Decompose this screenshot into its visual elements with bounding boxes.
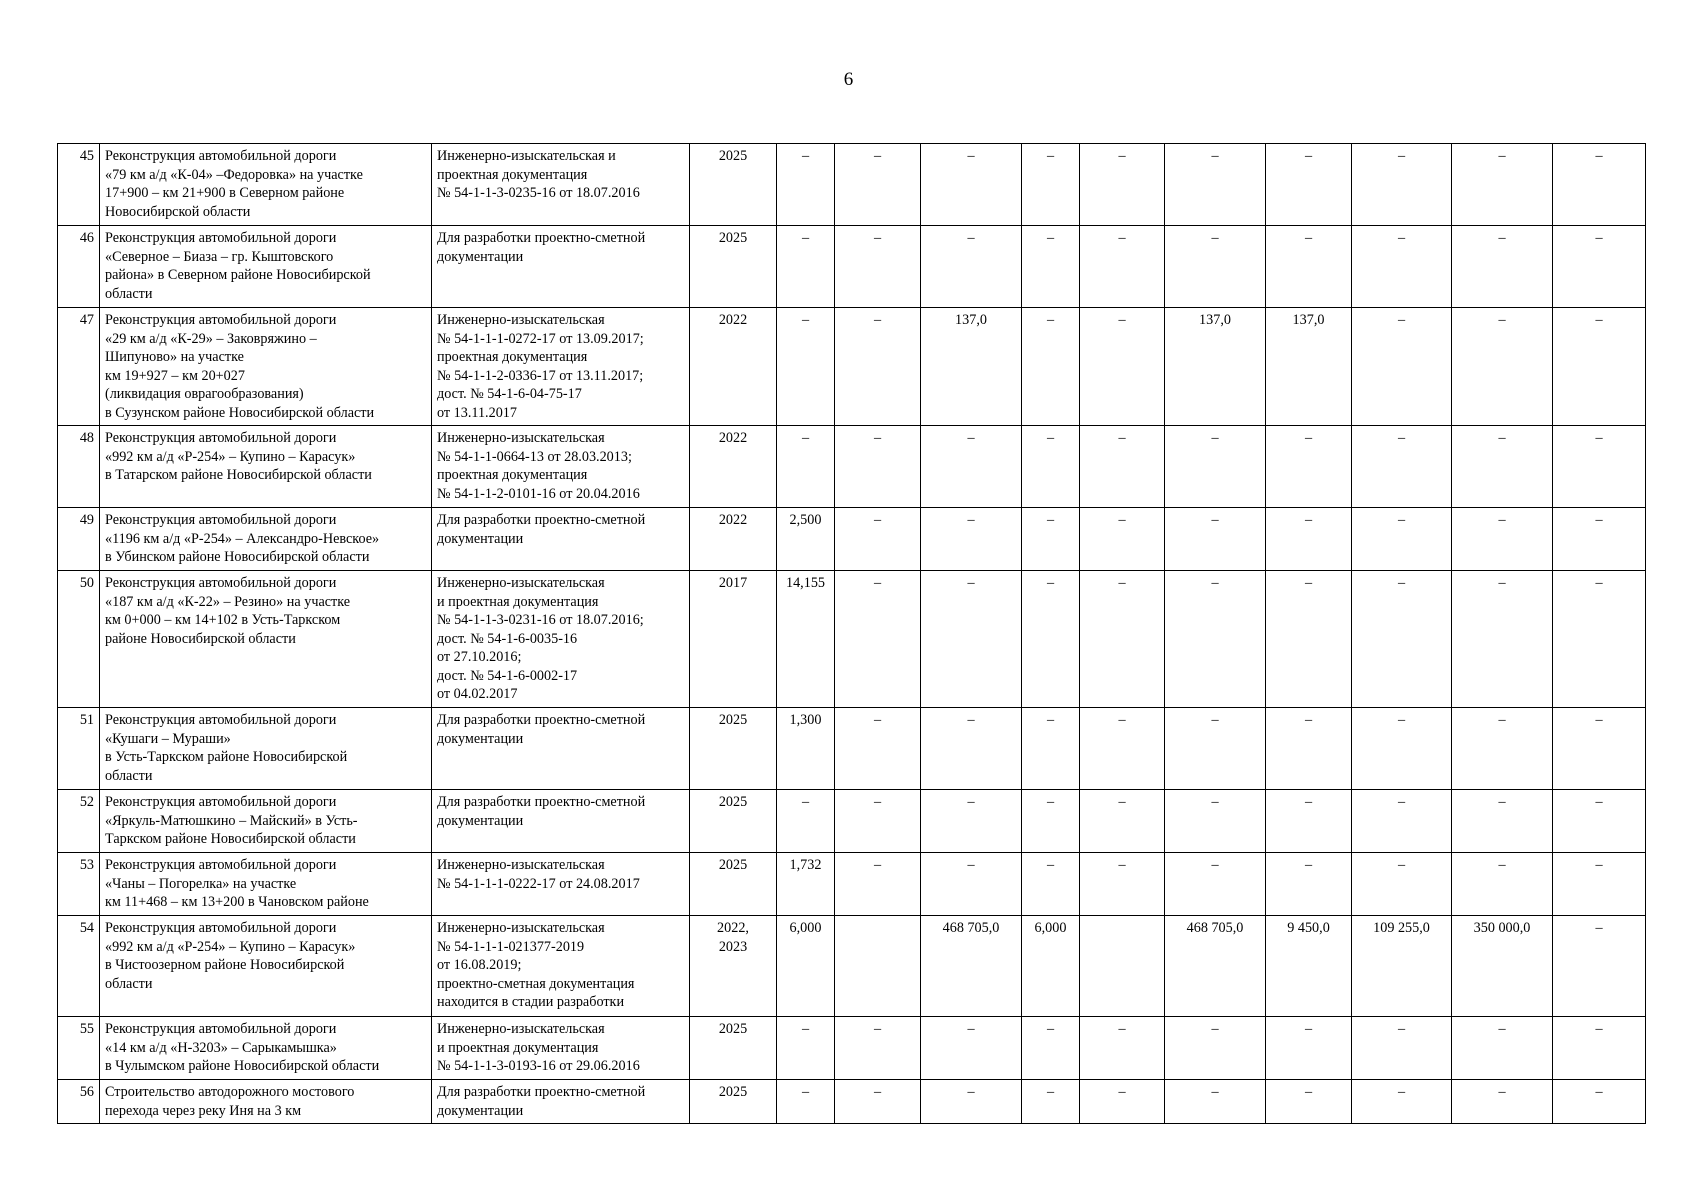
value-cell: – [921,708,1022,790]
value-cell: – [1165,508,1266,571]
value-cell: – [1266,571,1352,708]
value-cell: 2,500 [777,508,835,571]
documentation-cell: Инженерно-изыскательская № 54-1-1-0664-13 от 28.03.2013; проектная документация № 54-1-1-2-0101-16 от 20.04.2016 [432,426,690,508]
documentation-cell: Для разработки проектно-сметной документации [432,226,690,308]
year-cell: 2025 [690,1080,777,1124]
value-cell: 1,732 [777,853,835,916]
value-cell: – [835,144,921,226]
row-number-cell: 46 [58,226,100,308]
object-name-cell: Реконструкция автомобильной дороги «79 км а/д «К-04» –Федоровка» на участке 17+900 – км 21+900 в Северном районе Новосибирской области [100,144,432,226]
documentation-cell: Для разработки проектно-сметной документации [432,1080,690,1124]
value-cell: – [1022,1080,1080,1124]
documentation-cell: Для разработки проектно-сметной документации [432,790,690,853]
value-cell: – [1553,308,1646,426]
value-cell: 468 705,0 [1165,916,1266,1017]
value-cell: 350 000,0 [1452,916,1553,1017]
value-cell: – [1165,571,1266,708]
value-cell: – [1165,790,1266,853]
documentation-cell: Инженерно-изыскательская № 54-1-1-1-0272-17 от 13.09.2017; проектная документация № 54-1-1-2-0336-17 от 13.11.2017; дост. № 54-1-6-04-75-17 от 13.11.2017 [432,308,690,426]
objects-table [57,143,1646,1124]
value-cell: – [777,144,835,226]
value-cell: – [1266,790,1352,853]
value-cell: – [1266,508,1352,571]
value-cell [835,916,921,1017]
row-number-cell: 54 [58,916,100,1017]
value-cell: – [1266,144,1352,226]
object-name-cell: Строительство автодорожного мостового перехода через реку Иня на 3 км [100,1080,432,1124]
value-cell: – [921,790,1022,853]
value-cell: – [1452,1080,1553,1124]
value-cell: – [1452,226,1553,308]
value-cell: – [1352,144,1452,226]
value-cell: – [1080,226,1165,308]
value-cell: – [1352,1017,1452,1080]
value-cell: – [835,571,921,708]
value-cell: – [921,853,1022,916]
value-cell: – [1022,144,1080,226]
row-number-cell: 49 [58,508,100,571]
value-cell: 137,0 [921,308,1022,426]
value-cell: – [1452,1017,1553,1080]
value-cell: – [1165,853,1266,916]
value-cell: – [1452,144,1553,226]
value-cell: – [921,226,1022,308]
value-cell: – [1352,790,1452,853]
value-cell: – [1352,226,1452,308]
value-cell: – [1266,226,1352,308]
value-cell: – [1266,708,1352,790]
row-number-cell: 50 [58,571,100,708]
table-row [58,1080,1646,1124]
value-cell: – [777,1017,835,1080]
row-number-cell: 51 [58,708,100,790]
value-cell: – [1080,1080,1165,1124]
value-cell: – [1266,1080,1352,1124]
year-cell: 2022 [690,508,777,571]
table-row [58,226,1646,308]
table-row [58,426,1646,508]
documentation-cell: Для разработки проектно-сметной документации [432,508,690,571]
value-cell: – [777,1080,835,1124]
value-cell: – [835,226,921,308]
value-cell: – [1165,708,1266,790]
value-cell: – [1080,571,1165,708]
value-cell: – [1165,426,1266,508]
value-cell: – [1022,790,1080,853]
value-cell: – [1080,426,1165,508]
year-cell: 2025 [690,1017,777,1080]
value-cell: – [1022,226,1080,308]
value-cell: – [1080,508,1165,571]
page-number: 6 [843,69,854,90]
object-name-cell: Реконструкция автомобильной дороги «992 км а/д «Р-254» – Купино – Карасук» в Татарском районе Новосибирской области [100,426,432,508]
value-cell: – [777,308,835,426]
table-row [58,571,1646,708]
value-cell: – [1352,308,1452,426]
row-number-cell: 55 [58,1017,100,1080]
value-cell: – [1352,508,1452,571]
documentation-cell: Инженерно-изыскательская № 54-1-1-1-021377-2019 от 16.08.2019; проектно-сметная документация находится в стадии разработки [432,916,690,1017]
value-cell: – [1553,1080,1646,1124]
value-cell: – [1080,1017,1165,1080]
value-cell: – [1352,571,1452,708]
value-cell: 14,155 [777,571,835,708]
year-cell: 2022 [690,426,777,508]
value-cell: – [1022,426,1080,508]
value-cell: – [921,1017,1022,1080]
table-row [58,916,1646,1017]
value-cell: – [921,508,1022,571]
value-cell: – [1165,1080,1266,1124]
year-cell: 2017 [690,571,777,708]
value-cell [1080,916,1165,1017]
row-number-cell: 52 [58,790,100,853]
value-cell: – [1266,426,1352,508]
value-cell: – [1165,1017,1266,1080]
value-cell: – [1022,853,1080,916]
object-name-cell: Реконструкция автомобильной дороги «187 км а/д «К-22» – Резино» на участке км 0+000 – км 14+102 в Усть-Таркском районе Новосибирской области [100,571,432,708]
value-cell: – [1553,571,1646,708]
year-cell: 2025 [690,853,777,916]
value-cell: – [1080,308,1165,426]
year-cell: 2025 [690,790,777,853]
row-number-cell: 53 [58,853,100,916]
value-cell: – [1352,708,1452,790]
value-cell: – [1452,708,1553,790]
value-cell: – [835,708,921,790]
year-cell: 2025 [690,226,777,308]
value-cell: 9 450,0 [1266,916,1352,1017]
value-cell: – [1165,144,1266,226]
value-cell: – [835,853,921,916]
value-cell: – [1452,853,1553,916]
value-cell: – [1452,508,1553,571]
year-cell: 2025 [690,144,777,226]
value-cell: – [835,308,921,426]
value-cell: – [1165,226,1266,308]
value-cell: – [1080,790,1165,853]
object-name-cell: Реконструкция автомобильной дороги «Северное – Биаза – гр. Кыштовского района» в Северном районе Новосибирской области [100,226,432,308]
value-cell: – [777,790,835,853]
value-cell: – [921,144,1022,226]
value-cell: – [1452,308,1553,426]
object-name-cell: Реконструкция автомобильной дороги «992 км а/д «Р-254» – Купино – Карасук» в Чистоозерном районе Новосибирской области [100,916,432,1017]
value-cell: – [1080,853,1165,916]
value-cell: – [921,426,1022,508]
table-row [58,790,1646,853]
table-row [58,708,1646,790]
value-cell: – [1266,1017,1352,1080]
value-cell: – [1022,708,1080,790]
row-number-cell: 45 [58,144,100,226]
value-cell: – [1553,853,1646,916]
table-row [58,144,1646,226]
value-cell: – [1553,916,1646,1017]
value-cell: – [1022,308,1080,426]
value-cell: – [1553,708,1646,790]
value-cell: – [1266,853,1352,916]
value-cell: – [1022,571,1080,708]
value-cell: – [1452,571,1553,708]
value-cell: – [835,426,921,508]
table-row [58,508,1646,571]
value-cell: – [1553,790,1646,853]
value-cell: – [1022,508,1080,571]
value-cell: 109 255,0 [1352,916,1452,1017]
documentation-cell: Инженерно-изыскательская и проектная документация № 54-1-1-3-0235-16 от 18.07.2016 [432,144,690,226]
value-cell: – [1553,508,1646,571]
value-cell: – [1452,790,1553,853]
year-cell: 2022, 2023 [690,916,777,1017]
value-cell: – [1080,708,1165,790]
value-cell: – [1553,226,1646,308]
value-cell: 1,300 [777,708,835,790]
year-cell: 2022 [690,308,777,426]
table-body [58,144,1646,1124]
value-cell: – [1352,426,1452,508]
value-cell: – [1553,426,1646,508]
value-cell: – [835,508,921,571]
object-name-cell: Реконструкция автомобильной дороги «Чаны – Погорелка» на участке км 11+468 – км 13+200 в Чановском районе [100,853,432,916]
value-cell: – [1452,426,1553,508]
object-name-cell: Реконструкция автомобильной дороги «Кушаги – Мураши» в Усть-Таркском районе Новосибирской области [100,708,432,790]
value-cell: – [835,1080,921,1124]
table-row [58,1017,1646,1080]
documentation-cell: Инженерно-изыскательская и проектная документация № 54-1-1-3-0193-16 от 29.06.2016 [432,1017,690,1080]
value-cell: 137,0 [1165,308,1266,426]
value-cell: – [835,1017,921,1080]
value-cell: 6,000 [777,916,835,1017]
value-cell: 468 705,0 [921,916,1022,1017]
row-number-cell: 48 [58,426,100,508]
documentation-cell: Для разработки проектно-сметной документации [432,708,690,790]
value-cell: 6,000 [1022,916,1080,1017]
object-name-cell: Реконструкция автомобильной дороги «Яркуль-Матюшкино – Майский» в Усть- Таркском районе Новосибирской области [100,790,432,853]
value-cell: – [777,226,835,308]
value-cell: – [1553,144,1646,226]
value-cell: – [921,571,1022,708]
table-row [58,853,1646,916]
value-cell: – [921,1080,1022,1124]
documentation-cell: Инженерно-изыскательская и проектная документация № 54-1-1-3-0231-16 от 18.07.2016; дост. № 54-1-6-0035-16 от 27.10.2016; дост. № 54-1-6-0002-17 от 04.02.2017 [432,571,690,708]
documentation-cell: Инженерно-изыскательская № 54-1-1-1-0222-17 от 24.08.2017 [432,853,690,916]
value-cell: – [1352,853,1452,916]
row-number-cell: 56 [58,1080,100,1124]
object-name-cell: Реконструкция автомобильной дороги «14 км а/д «Н-3203» – Сарыкамышка» в Чулымском районе Новосибирской области [100,1017,432,1080]
row-number-cell: 47 [58,308,100,426]
value-cell: – [1553,1017,1646,1080]
table-row [58,308,1646,426]
value-cell: – [1080,144,1165,226]
value-cell: – [1022,1017,1080,1080]
value-cell: – [1352,1080,1452,1124]
object-name-cell: Реконструкция автомобильной дороги «1196 км а/д «Р-254» – Александро-Невское» в Убинском районе Новосибирской области [100,508,432,571]
year-cell: 2025 [690,708,777,790]
value-cell: – [835,790,921,853]
object-name-cell: Реконструкция автомобильной дороги «29 км а/д «К-29» – Заковряжино – Шипуново» на участке км 19+927 – км 20+027 (ликвидация оврагообразования) в Сузунском районе Новосибирской области [100,308,432,426]
value-cell: – [777,426,835,508]
value-cell: 137,0 [1266,308,1352,426]
